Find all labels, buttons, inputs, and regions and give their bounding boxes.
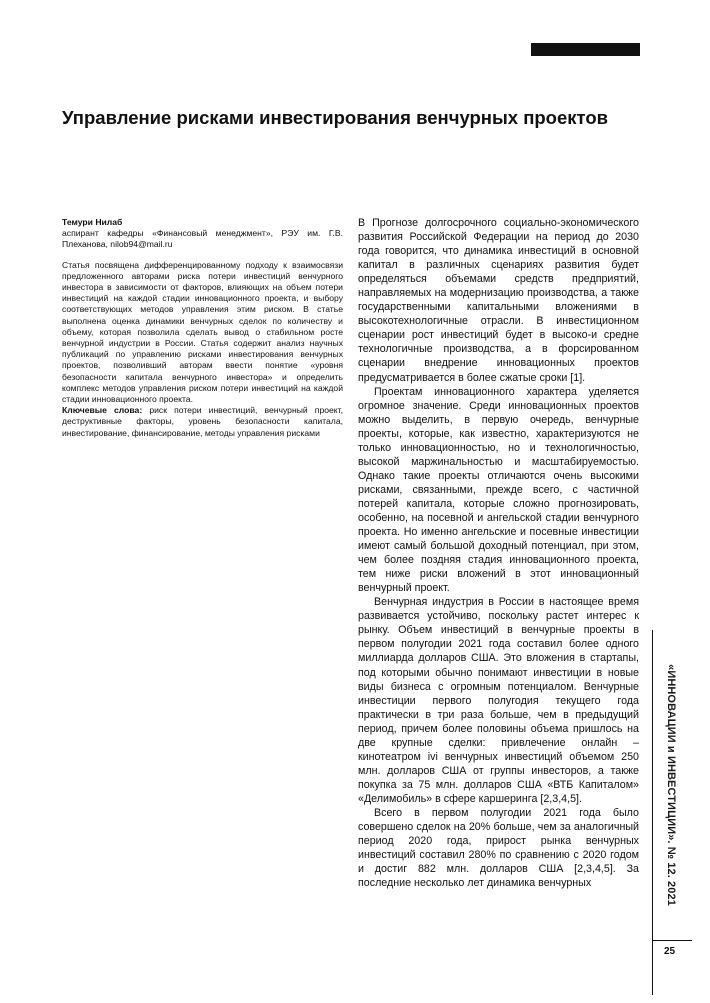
body-paragraph: Всего в первом полугодии 2021 года было совершено сделок на 20% больше, чем за аналогичный период 2020 года, прирост рынка венчурных инвестиций составил 280% по сравнению с 2020 годом и достиг 882 млн. долларов США [2,3,4,5]. За последние несколько лет динамика венчурных <box>358 806 639 890</box>
body-paragraph: Венчурная индустрия в России в настоящее время развивается устойчиво, поскольку растет интерес к рынку. Объем инвестиций в венчурные проекты в первом полугодии 2021 года составил более одного миллиарда долларов США. Это вложения в стартапы, под которыми обычно понимают инвестиции в новые виды бизнеса с огромным потенциалом. Венчурные инвестиции первого полугодия текущего года практически в три раза больше, чем в предыдущий период, причем более половины объема пришлось на две крупные сделки: привлечение онлайн – кинотеатром ivi венчурных инвестиций объемом 250 млн. долларов США от группы инвесторов, а также покупка за 75 млн. долларов США «ВТБ Капиталом» «Делимобиль» в сфере каршеринга [2,3,4,5]. <box>358 596 639 805</box>
article-body <box>358 216 639 890</box>
page-number-rule <box>652 940 692 941</box>
author-affiliation: аспирант кафедры «Финансовый менеджмент», РЭУ им. Г.В. Плеханова, nilob94@mail.ru <box>62 228 343 250</box>
page-number: 25 <box>664 946 676 957</box>
journal-title: «ИННОВАЦИИ и ИНВЕСТИЦИИ». № 12. 2021 <box>665 664 677 906</box>
keywords <box>62 405 343 439</box>
author-name: Темури Нилаб <box>62 217 123 227</box>
abstract: Статья посвящена дифференцированному подходу к взаимосвязи предложенного авторами риска потери инвестиций венчурного инвестора в зависимости от факторов, влияющих на объем потери инвестиций на каждой стадии инновационного проекта, и выбору соответствующих методов управления этим риском. В статье выполнена оценка динамики венчурных сделок по количеству и объему, которая позволила сделать вывод о стабильном росте венчурной индустрии в России. Статья содержит анализ научных публикаций по управлению рисками инвестирования венчурных проектов, позволивший авторам ввести понятие «уровня безопасности капитала венчурного инвестора» и определить комплекс методов управления риском потери инвестиций на каждой стадии инновационного проекта. <box>62 259 343 405</box>
article-title: Управление рисками инвестирования венчурных проектов <box>62 107 609 128</box>
keywords-label: Ключевые слова: <box>62 405 143 416</box>
body-paragraph: В Прогнозе долгосрочного социально-экономического развития Российской Федерации на период до 2030 года говорится, что динамика инвестиций в основной капитал в различных сценариях развития будет определяться объемами средств предприятий, направляемых на модернизацию производства, а также государственными капитальными вложениями в высокотехнологичные отрасли. В инвестиционном сценарии рост инвестиций будет в высоко-и средне технологичные производства, а в форсированном сценарии внедрение инновационных проектов предусматривается в более сжатые сроки [1]. <box>358 217 639 384</box>
article-meta <box>62 217 343 439</box>
body-paragraph: Проектам инновационного характера уделяется огромное значение. Среди инновационных проектов можно выделить, в первую очередь, венчурные проекты, которые, как известно, характеризуются не только инновационностью, но и технологичностью, высокой маржинальностью и масштабируемостью. Однако такие проекты отличаются очень высокими рисками, связанными, прежде всего, с частичной потерей капитала, которые сложно прогнозировать, особенно, на посевной и ангельской стадии венчурного проекта. Но именно ангельские и посевные инвестиции имеют самый большой доходный потенциал, при этом, чем более поздняя стадия инновационного проекта, тем ниже риски вложений в этот инновационный венчурный проект. <box>358 385 639 595</box>
header-bar <box>531 43 640 56</box>
keywords-text: риск потери инвестиций, венчурный проект, деструктивные факторы, уровень безопасности капитала, инвестирование, финансирование, методы управления рисками <box>62 405 344 438</box>
